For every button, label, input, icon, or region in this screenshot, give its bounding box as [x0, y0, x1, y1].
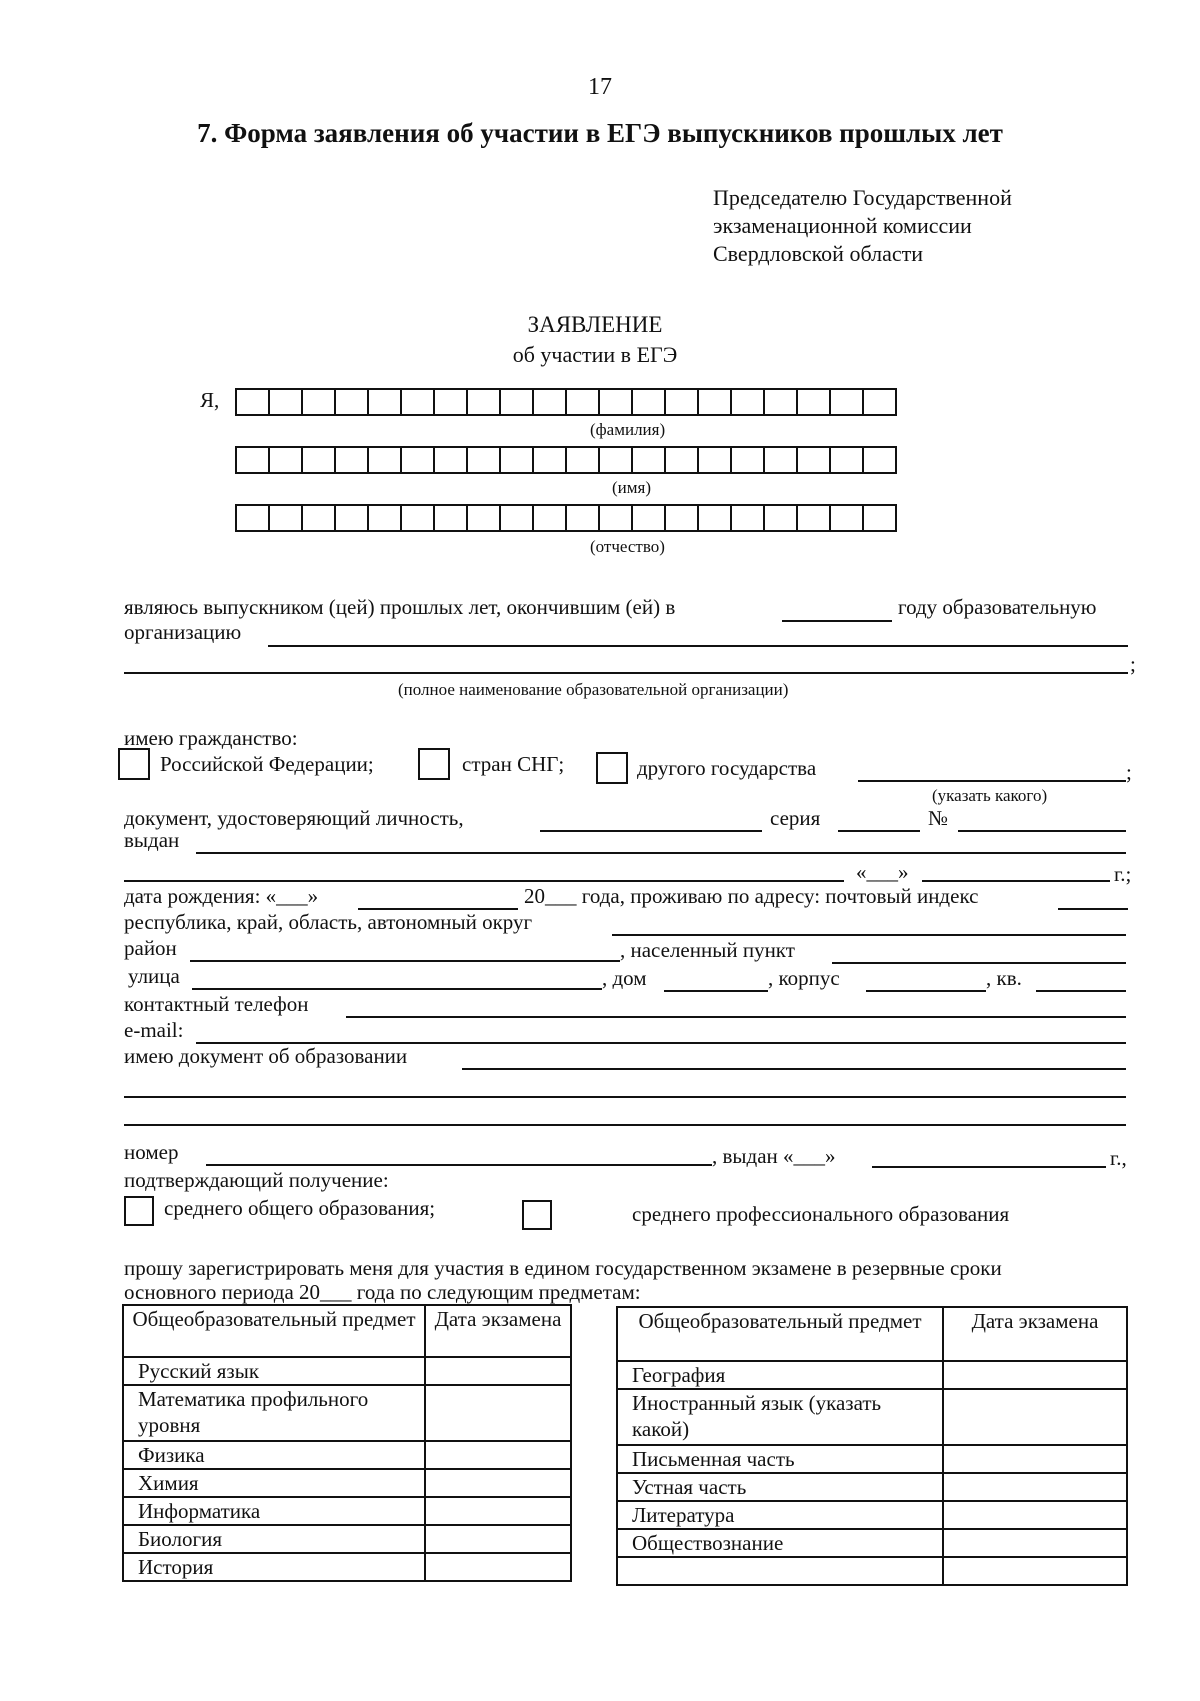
region-label: республика, край, область, автономный округ	[124, 910, 533, 934]
date-cell[interactable]	[943, 1445, 1127, 1473]
letter-cell[interactable]	[468, 446, 501, 474]
letter-cell[interactable]	[633, 504, 666, 532]
citizenship-rf-checkbox[interactable]	[118, 748, 150, 780]
subject-cell: История	[123, 1553, 425, 1581]
letter-cell[interactable]	[732, 388, 765, 416]
subject-cell: Математика профильного уровня	[123, 1385, 425, 1441]
letter-cell[interactable]	[699, 388, 732, 416]
table-header: Общеобразовательный предмет	[123, 1305, 425, 1357]
subject-cell: Обществознание	[617, 1529, 943, 1557]
secondary-prof-label: среднего профессионального образования	[632, 1202, 1010, 1226]
letter-cell[interactable]	[699, 504, 732, 532]
letter-cell[interactable]	[237, 446, 270, 474]
letter-cell[interactable]	[402, 388, 435, 416]
education-document-label: имею документ об образовании	[124, 1044, 408, 1068]
flat-label: , кв.	[986, 966, 1022, 990]
name-caption: (имя)	[612, 478, 651, 497]
letter-cell[interactable]	[765, 446, 798, 474]
phone-label: контактный телефон	[124, 992, 309, 1016]
issued-field-line2[interactable]	[124, 880, 844, 882]
date-cell[interactable]	[943, 1501, 1127, 1529]
house-label: , дом	[602, 966, 647, 990]
patronymic-cells[interactable]	[235, 504, 897, 532]
organization-field[interactable]	[268, 645, 1128, 647]
letter-cell[interactable]	[732, 504, 765, 532]
date-cell[interactable]	[943, 1389, 1127, 1445]
organization-field-line2[interactable]	[124, 672, 1128, 674]
subjects-table-right	[616, 1306, 1128, 1586]
letter-cell[interactable]	[435, 504, 468, 532]
region-field[interactable]	[612, 934, 1126, 936]
date-cell[interactable]	[425, 1497, 571, 1525]
letter-cell[interactable]	[798, 446, 831, 474]
year-end: г.,	[1110, 1146, 1127, 1170]
subject-cell: Биология	[123, 1525, 425, 1553]
table-header: Дата экзамена	[425, 1305, 571, 1357]
application-heading	[0, 310, 1190, 370]
patronymic-caption: (отчество)	[590, 537, 665, 556]
series-label: серия	[770, 806, 821, 830]
birth-date-label: дата рождения: «___»	[124, 884, 319, 908]
education-document-line3[interactable]	[124, 1124, 1126, 1126]
issue-day-field[interactable]: «___»	[856, 860, 909, 884]
semicolon: ;	[1130, 652, 1136, 676]
letter-cell[interactable]	[567, 504, 600, 532]
issued-label: выдан	[124, 828, 180, 852]
letter-cell[interactable]	[831, 446, 864, 474]
doc-issued-date-field[interactable]	[872, 1166, 1106, 1168]
letter-cell[interactable]	[501, 446, 534, 474]
doc-issued-label: , выдан «___»	[712, 1144, 836, 1168]
surname-cells[interactable]	[235, 388, 897, 416]
graduate-text: являюсь выпускником (цей) прошлых лет, окончившим (ей) в	[124, 595, 676, 619]
letter-cell[interactable]	[435, 388, 468, 416]
letter-cell[interactable]	[633, 388, 666, 416]
letter-cell[interactable]	[600, 504, 633, 532]
locality-label: , населенный пункт	[620, 938, 795, 962]
letter-cell[interactable]	[270, 504, 303, 532]
letter-cell[interactable]	[435, 446, 468, 474]
letter-cell[interactable]	[534, 446, 567, 474]
date-cell[interactable]	[425, 1357, 571, 1385]
subject-cell: Письменная часть	[617, 1445, 943, 1473]
addressee-block	[713, 184, 1012, 268]
doc-number-field[interactable]	[206, 1164, 712, 1166]
subject-cell: Химия	[123, 1469, 425, 1497]
subject-cell	[617, 1557, 943, 1585]
letter-cell[interactable]	[765, 504, 798, 532]
letter-cell[interactable]	[534, 388, 567, 416]
date-cell[interactable]	[943, 1473, 1127, 1501]
other-country-field[interactable]	[858, 780, 1126, 782]
application-title: ЗАЯВЛЕНИЕ	[527, 312, 663, 337]
letter-cell[interactable]	[237, 388, 270, 416]
letter-cell[interactable]	[369, 446, 402, 474]
century-text: 20___ года, проживаю по адресу: почтовый индекс	[524, 884, 979, 908]
table-header: Дата экзамена	[943, 1307, 1127, 1361]
subject-cell: Устная часть	[617, 1473, 943, 1501]
application-subtitle: об участии в ЕГЭ	[512, 342, 678, 367]
issue-date-field[interactable]	[922, 880, 1110, 882]
secondary-general-label: среднего общего образования;	[164, 1196, 436, 1220]
letter-cell[interactable]	[567, 388, 600, 416]
graduate-text-end: году образовательную	[898, 595, 1097, 619]
page-number: 17	[588, 74, 612, 100]
date-cell[interactable]	[943, 1529, 1127, 1557]
subject-cell: География	[617, 1361, 943, 1389]
letter-cell[interactable]	[303, 504, 336, 532]
street-label: улица	[128, 964, 180, 988]
addressee-line: Председателю Государственной	[713, 185, 1012, 210]
letter-cell[interactable]	[237, 504, 270, 532]
subject-cell: Иностранный язык (указать какой)	[617, 1389, 943, 1445]
organization-label: организацию	[124, 620, 242, 644]
flat-field[interactable]	[1036, 990, 1126, 992]
subject-cell: Информатика	[123, 1497, 425, 1525]
letter-cell[interactable]	[501, 388, 534, 416]
organization-caption: (полное наименование образовательной организации)	[398, 680, 789, 699]
letter-cell[interactable]	[402, 504, 435, 532]
letter-cell[interactable]	[600, 388, 633, 416]
citizenship-cis-label: стран СНГ;	[462, 752, 565, 776]
letter-cell[interactable]	[369, 388, 402, 416]
letter-cell[interactable]	[336, 446, 369, 474]
date-cell[interactable]	[425, 1553, 571, 1581]
date-cell[interactable]	[943, 1361, 1127, 1389]
letter-cell[interactable]	[270, 388, 303, 416]
page-title: 7. Форма заявления об участии в ЕГЭ выпускников прошлых лет	[197, 118, 1003, 148]
letter-cell[interactable]	[600, 446, 633, 474]
issued-field[interactable]	[196, 852, 1126, 854]
letter-cell[interactable]	[303, 446, 336, 474]
letter-cell[interactable]	[270, 446, 303, 474]
id-number-field[interactable]	[958, 830, 1126, 832]
letter-cell[interactable]	[864, 388, 897, 416]
education-document-field[interactable]	[462, 1068, 1126, 1070]
table-header: Общеобразовательный предмет	[617, 1307, 943, 1361]
postal-code-field[interactable]	[1058, 908, 1128, 910]
doc-number-label: номер	[124, 1140, 179, 1164]
letter-cell[interactable]	[468, 388, 501, 416]
letter-cell[interactable]	[732, 446, 765, 474]
district-field[interactable]	[190, 960, 620, 962]
surname-caption: (фамилия)	[590, 420, 666, 439]
confirm-label: подтверждающий получение:	[124, 1168, 389, 1192]
specify-caption: (указать какого)	[932, 786, 1048, 805]
letter-cell[interactable]	[534, 504, 567, 532]
secondary-prof-checkbox[interactable]	[522, 1200, 552, 1230]
building-field[interactable]	[866, 990, 986, 992]
request-line1: прошу зарегистрировать меня для участия в едином государственном экзамене в резервные сроки	[124, 1256, 1002, 1280]
number-sign: №	[928, 806, 949, 830]
house-field[interactable]	[664, 990, 768, 992]
street-field[interactable]	[192, 988, 602, 990]
subject-cell: Русский язык	[123, 1357, 425, 1385]
letter-cell[interactable]	[666, 446, 699, 474]
letter-cell[interactable]	[699, 446, 732, 474]
letter-cell[interactable]	[798, 504, 831, 532]
id-document-label: документ, удостоверяющий личность,	[124, 806, 464, 830]
building-label: , корпус	[768, 966, 840, 990]
citizenship-label: имею гражданство:	[124, 726, 298, 750]
letter-cell[interactable]	[303, 388, 336, 416]
letter-cell[interactable]	[864, 446, 897, 474]
citizenship-other-label: другого государства	[637, 756, 817, 780]
letter-cell[interactable]	[765, 388, 798, 416]
district-label: район	[124, 936, 177, 960]
citizenship-other-checkbox[interactable]	[596, 752, 628, 784]
phone-field[interactable]	[346, 1016, 1126, 1018]
letter-cell[interactable]	[633, 446, 666, 474]
secondary-general-checkbox[interactable]	[124, 1196, 154, 1226]
subject-cell: Литература	[617, 1501, 943, 1529]
letter-cell[interactable]	[501, 504, 534, 532]
addressee-line: Свердловской области	[713, 241, 923, 266]
date-cell[interactable]	[425, 1441, 571, 1469]
email-label: e-mail:	[124, 1018, 184, 1042]
subjects-table-left	[122, 1304, 572, 1582]
letter-cell[interactable]	[666, 388, 699, 416]
letter-cell[interactable]	[369, 504, 402, 532]
series-field[interactable]	[838, 830, 920, 832]
letter-cell[interactable]	[336, 504, 369, 532]
letter-cell[interactable]	[831, 388, 864, 416]
letter-cell[interactable]	[864, 504, 897, 532]
letter-cell[interactable]	[798, 388, 831, 416]
letter-cell[interactable]	[468, 504, 501, 532]
letter-cell[interactable]	[402, 446, 435, 474]
date-cell[interactable]	[425, 1385, 571, 1441]
date-cell[interactable]	[943, 1557, 1127, 1585]
letter-cell[interactable]	[831, 504, 864, 532]
name-prefix: Я,	[200, 388, 220, 412]
date-cell[interactable]	[425, 1525, 571, 1553]
id-document-field[interactable]	[540, 830, 762, 832]
addressee-line: экзаменационной комиссии	[713, 213, 972, 238]
date-cell[interactable]	[425, 1469, 571, 1497]
citizenship-rf-label: Российской Федерации;	[160, 752, 374, 776]
subject-cell: Физика	[123, 1441, 425, 1469]
letter-cell[interactable]	[336, 388, 369, 416]
semicolon: ;	[1126, 760, 1132, 784]
citizenship-cis-checkbox[interactable]	[418, 748, 450, 780]
locality-field[interactable]	[832, 962, 1126, 964]
letter-cell[interactable]	[567, 446, 600, 474]
name-cells[interactable]	[235, 446, 897, 474]
education-document-line2[interactable]	[124, 1096, 1126, 1098]
graduation-year-field[interactable]	[782, 620, 892, 622]
request-line2: основного периода 20___ года по следующим предметам:	[124, 1280, 641, 1304]
letter-cell[interactable]	[666, 504, 699, 532]
year-suffix: г.;	[1114, 862, 1132, 886]
